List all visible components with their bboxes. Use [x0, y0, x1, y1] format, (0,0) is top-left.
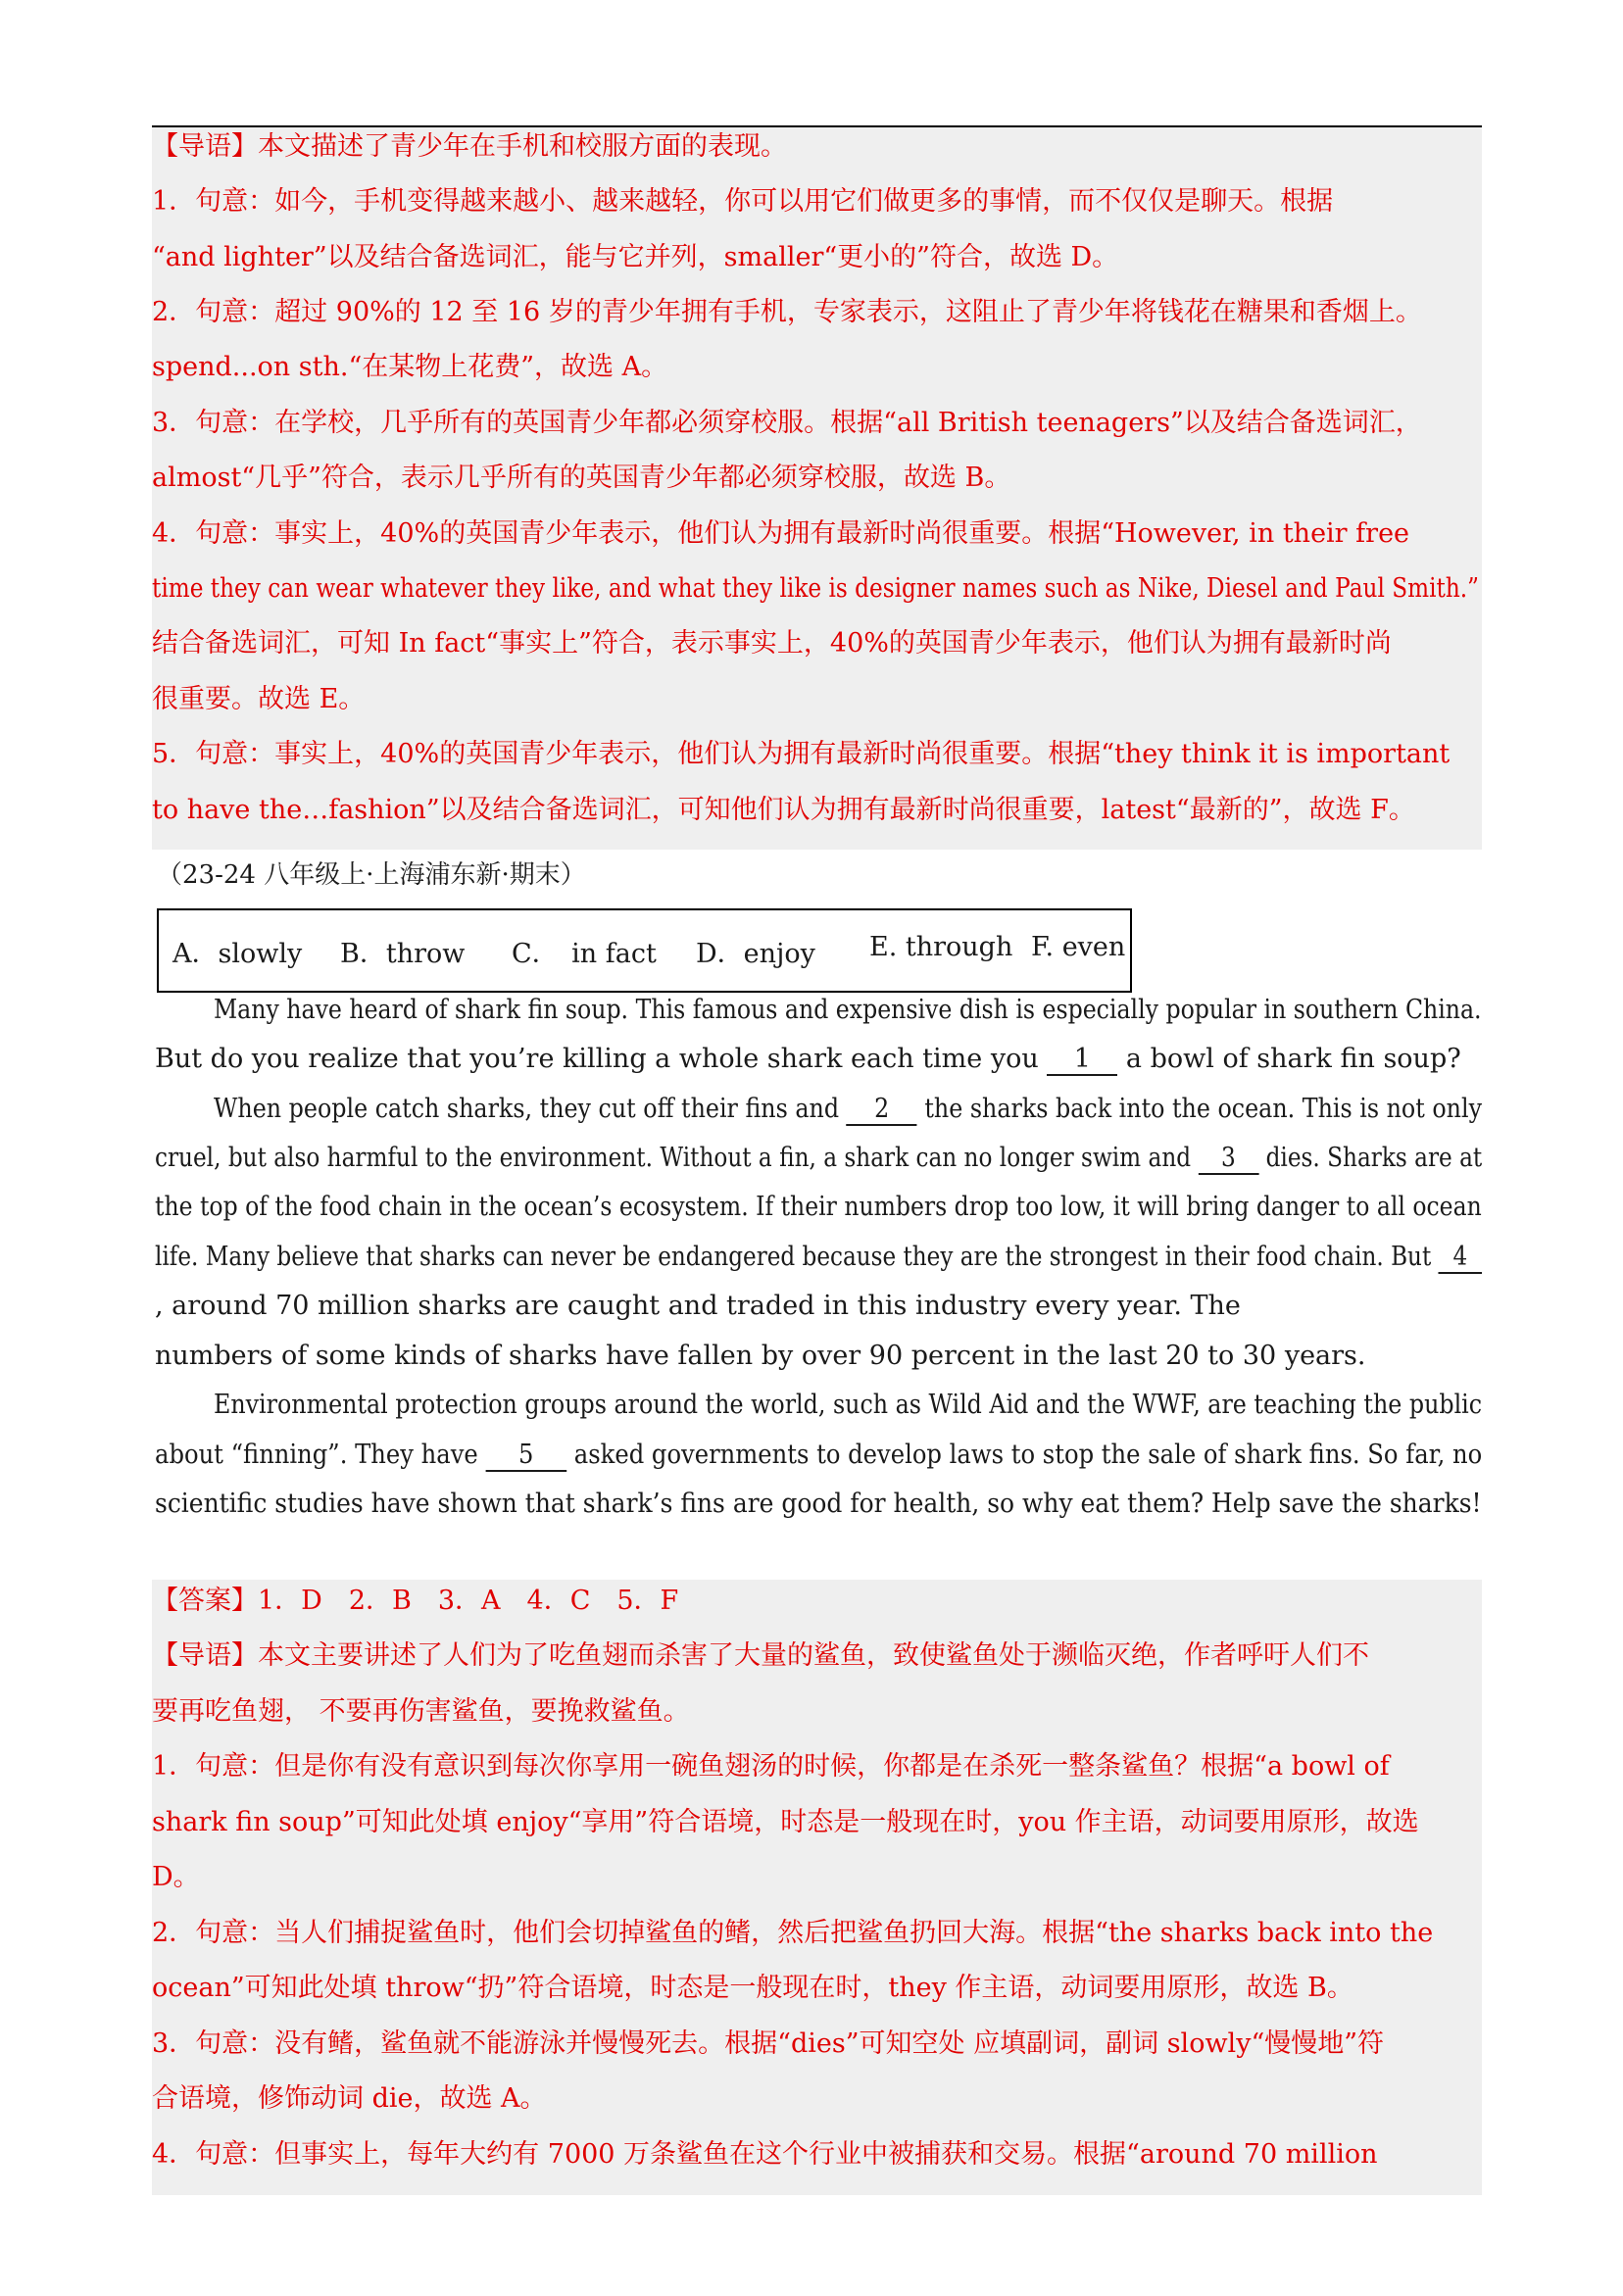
blank-5[interactable]: 5 [485, 1441, 566, 1472]
answer-key: 1．D 2．B 3．A 4．C 5．F [258, 1586, 679, 1616]
explanation-line: 【导语】本文描述了青少年在手机和校服方面的表现。 [152, 131, 787, 162]
passage-text: cruel, but also harmful to the environment. Without a fin, a shark can no longer swim and [155, 1143, 1199, 1173]
explanation-line: D。 [152, 1862, 200, 1892]
blank-2[interactable]: 2 [847, 1095, 917, 1126]
blank-3[interactable]: 3 [1198, 1144, 1258, 1175]
answer-label: 【答案】 [152, 1586, 258, 1616]
passage-text: life. Many believe that sharks can never be endangered because they are the strongest in their food chain. But [155, 1242, 1439, 1272]
passage-line [214, 1094, 1482, 1126]
passage-text: the sharks back into the ocean. This is not only [916, 1094, 1482, 1124]
passage-text: asked governments to develop laws to stop the sale of shark fins. So far, no [566, 1440, 1483, 1470]
passage-line [214, 1390, 1482, 1421]
explanation-line: 【导语】本文主要讲述了人们为了吃鱼翅而杀害了大量的鲨鱼，致使鲨鱼处于濒临灭绝，作者呼吁人们不 [152, 1640, 1369, 1671]
passage-line [155, 1242, 1482, 1274]
option-b: B．throw [340, 939, 466, 969]
passage-text: the top of the food chain in the ocean’s ecosystem. If their numbers drop too low, it will bring danger to all ocean [155, 1192, 1482, 1222]
explanation-line: 要再吃鱼翅， 不要再伤害鲨鱼，要挽救鲨鱼。 [152, 1696, 690, 1727]
explanation-line: 3．句意：没有鳍，鲨鱼就不能游泳并慢慢死去。根据“dies”可知空处 应填副词，副词 slowly“慢慢地”符 [152, 2028, 1385, 2059]
passage-line [155, 1192, 1482, 1223]
passage-text: dies. Sharks are at [1258, 1143, 1483, 1173]
explanation-line: 2．句意：超过 90%的 12 至 16 岁的青少年拥有手机，专家表示，这阻止了青少年将钱花在糖果和香烟上。 [152, 297, 1422, 327]
explanation-line: 5．句意：事实上，40%的英国青少年表示，他们认为拥有最新时尚很重要。根据“they think it is important [152, 739, 1451, 769]
explanation-line: 4．句意：但事实上，每年大约有 7000 万条鲨鱼在这个行业中被捕获和交易。根据“around 70 million [152, 2139, 1378, 2170]
explanation-line: 合语境，修饰动词 die，故选 A。 [152, 2083, 547, 2114]
passage-text: a bowl of shark fin soup? [1117, 1044, 1461, 1074]
explanation-line: spend...on sth.“在某物上花费”，故选 A。 [152, 352, 668, 382]
explanation-line: ocean”可知此处填 throw“扔”符合语境，时态是一般现在时，they 作主语，动词要用原形，故选 B。 [152, 1973, 1353, 2003]
passage-line [155, 1440, 1482, 1472]
passage-line [155, 1044, 1461, 1076]
blank-4[interactable]: 4 [1439, 1243, 1483, 1274]
explanation-block-1 [152, 127, 1482, 850]
explanation-line: 很重要。故选 E。 [152, 684, 366, 714]
explanation-line: time they can wear whatever they like, and what they like is designer names such as Nike, Diesel and Paul Smith.” [152, 573, 1479, 604]
explanation-line: to have the…fashion”以及结合备选词汇，可知他们认为拥有最新时尚很重要，latest“最新的”，故选 F。 [152, 795, 1415, 825]
explanation-line: 1．句意：但是你有没有意识到每次你享用一碗鱼翅汤的时候，你都是在杀死一整条鲨鱼？根据“a bowl of [152, 1751, 1390, 1782]
question-source: （23-24 八年级上·上海浦东新·期末） [157, 860, 586, 890]
explanation-line: “and lighter”以及结合备选词汇，能与它并列，smaller“更小的”符合，故选 D。 [152, 242, 1119, 272]
option-e: E. through [869, 932, 1013, 962]
blank-1[interactable]: 1 [1047, 1045, 1117, 1076]
explanation-line: 2．句意：当人们捕捉鲨鱼时，他们会切掉鲨鱼的鳍，然后把鲨鱼扔回大海。根据“the sharks back into the [152, 1918, 1434, 1948]
option-c: C． in fact [512, 939, 657, 969]
passage-text: But do you realize that you’re killing a whole shark each time you [155, 1044, 1048, 1074]
word-bank [157, 908, 1132, 993]
passage-text: Environmental protection groups around the world, such as Wild Aid and the WWF, are teaching the public [214, 1390, 1483, 1420]
passage-text: scientific studies have shown that shark’s fins are good for health, so why eat them? Help save the sharks! [155, 1489, 1482, 1519]
explanation-line: 结合备选词汇，可知 In fact“事实上”符合，表示事实上，40%的英国青少年表示，他们认为拥有最新时尚 [152, 628, 1392, 659]
explanation-line: shark fin soup”可知此处填 enjoy“享用”符合语境，时态是一般现在时，you 作主语，动词要用原形，故选 [152, 1807, 1419, 1837]
option-f: F. even [1031, 932, 1126, 962]
passage-line [155, 1291, 1241, 1322]
option-a: A．slowly [172, 939, 303, 969]
passage-text: Many have heard of shark fin soup. This famous and expensive dish is especially popular in southern China. [214, 995, 1482, 1025]
passage-line [214, 995, 1482, 1026]
passage-text: numbers of some kinds of sharks have fallen by over 90 percent in the last 20 to 30 years. [155, 1341, 1366, 1371]
passage-line [155, 1489, 1482, 1520]
explanation-line: 3．句意：在学校，几乎所有的英国青少年都必须穿校服。根据“all British teenagers”以及结合备选词汇， [152, 408, 1422, 438]
answer-line [152, 1586, 678, 1617]
explanation-line: 4．句意：事实上，40%的英国青少年表示，他们认为拥有最新时尚很重要。根据“However, in their free [152, 518, 1410, 549]
option-d: D．enjoy [696, 939, 815, 969]
passage-line [155, 1143, 1482, 1175]
passage-text: When people catch sharks, they cut off their fins and [214, 1094, 847, 1124]
passage-text: about “finning”. They have [155, 1440, 486, 1470]
passage-text: , around 70 million sharks are caught and traded in this industry every year. The [155, 1291, 1241, 1321]
explanation-line: 1．句意：如今，手机变得越来越小、越来越轻，你可以用它们做更多的事情，而不仅仅是聊天。根据 [152, 186, 1334, 217]
answer-block [152, 1580, 1482, 2195]
explanation-line: almost“几乎”符合，表示几乎所有的英国青少年都必须穿校服，故选 B。 [152, 463, 1011, 493]
passage-line [155, 1341, 1366, 1372]
